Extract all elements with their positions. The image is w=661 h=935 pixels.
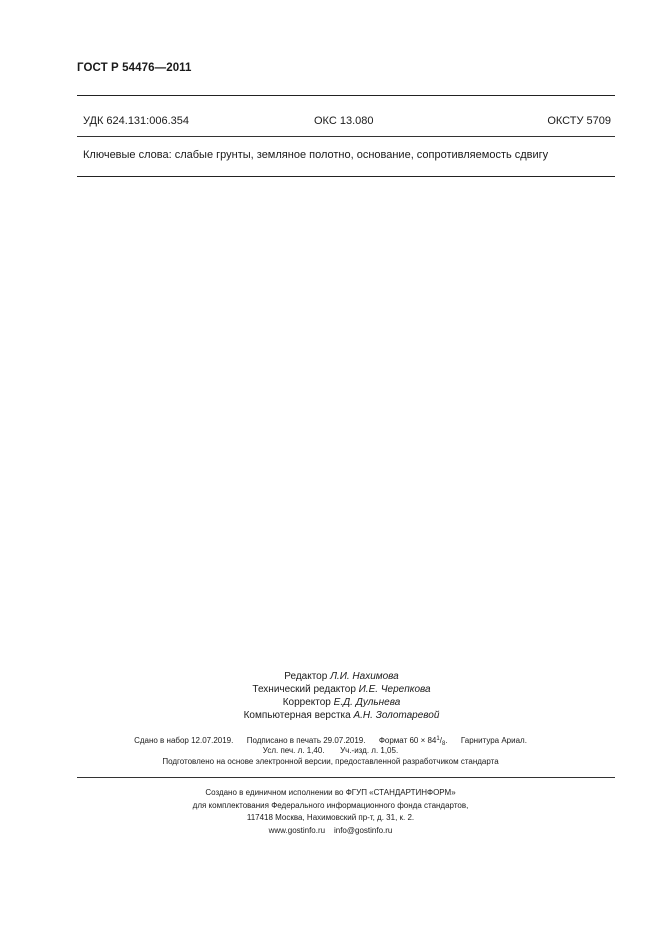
print-sheets: Усл. печ. л. 1,40. <box>262 746 325 755</box>
udk-code: УДК 624.131:006.354 <box>83 115 189 127</box>
okstu-code: ОКСТУ 5709 <box>547 115 611 127</box>
tech-editor-line: Технический редактор И.Е. Черепкова <box>252 684 431 695</box>
layout-name: А.Н. Золотаревой <box>353 710 440 721</box>
publishing-line-2 <box>0 746 661 755</box>
tech-editor-name: И.Е. Черепкова <box>358 684 431 695</box>
corrector-line: Корректор Е.Д. Дульнева <box>282 697 401 708</box>
format-info: Формат $60 \times 84^1/_8$. <box>378 736 448 747</box>
footer-line-1: Создано в единичном исполнении во ФГУП «СТАНДАРТИНФОРМ» <box>205 788 456 797</box>
prepared-note: Подготовлено на основе электронной версии, предоставленной разработчиком стандарта <box>162 757 499 766</box>
keywords-line: Ключевые слова: слабые грунты, земляное полотно, основание, сопротивляемость сдвигу <box>83 149 549 161</box>
footer-address: 117418 Москва, Нахимовский пр-т, д. 31, к. 2. <box>246 813 415 822</box>
typeface-info: Гарнитура Ариал. <box>460 736 527 745</box>
oks-code: ОКС 13.080 <box>314 115 374 127</box>
website-link[interactable]: www.gostinfo.ru <box>268 825 326 835</box>
editor-line: Редактор Л.И. Нахимова <box>284 671 399 682</box>
editor-name: Л.И. Нахимова <box>330 671 399 682</box>
credits-block <box>0 670 661 722</box>
submitted-date: Сдано в набор 12.07.2019. <box>134 736 234 745</box>
footer-contacts <box>0 825 661 838</box>
top-divider <box>77 95 615 96</box>
corrector-name: Е.Д. Дульнева <box>333 697 401 708</box>
classification-divider <box>77 136 615 137</box>
email-link[interactable]: info@gostinfo.ru <box>333 825 393 835</box>
document-code: ГОСТ Р 54476—2011 <box>77 62 192 74</box>
signed-date: Подписано в печать 29.07.2019. <box>246 736 366 745</box>
footer-divider <box>77 777 615 778</box>
pub-sheets: Уч.-изд. л. 1,05. <box>340 746 399 755</box>
publisher-footer <box>0 787 661 837</box>
layout-line: Компьютерная верстка А.Н. Золотаревой <box>243 710 440 721</box>
keywords-divider <box>77 176 615 177</box>
footer-line-2: для комплектования Федерального информационного фонда стандартов, <box>192 800 469 810</box>
